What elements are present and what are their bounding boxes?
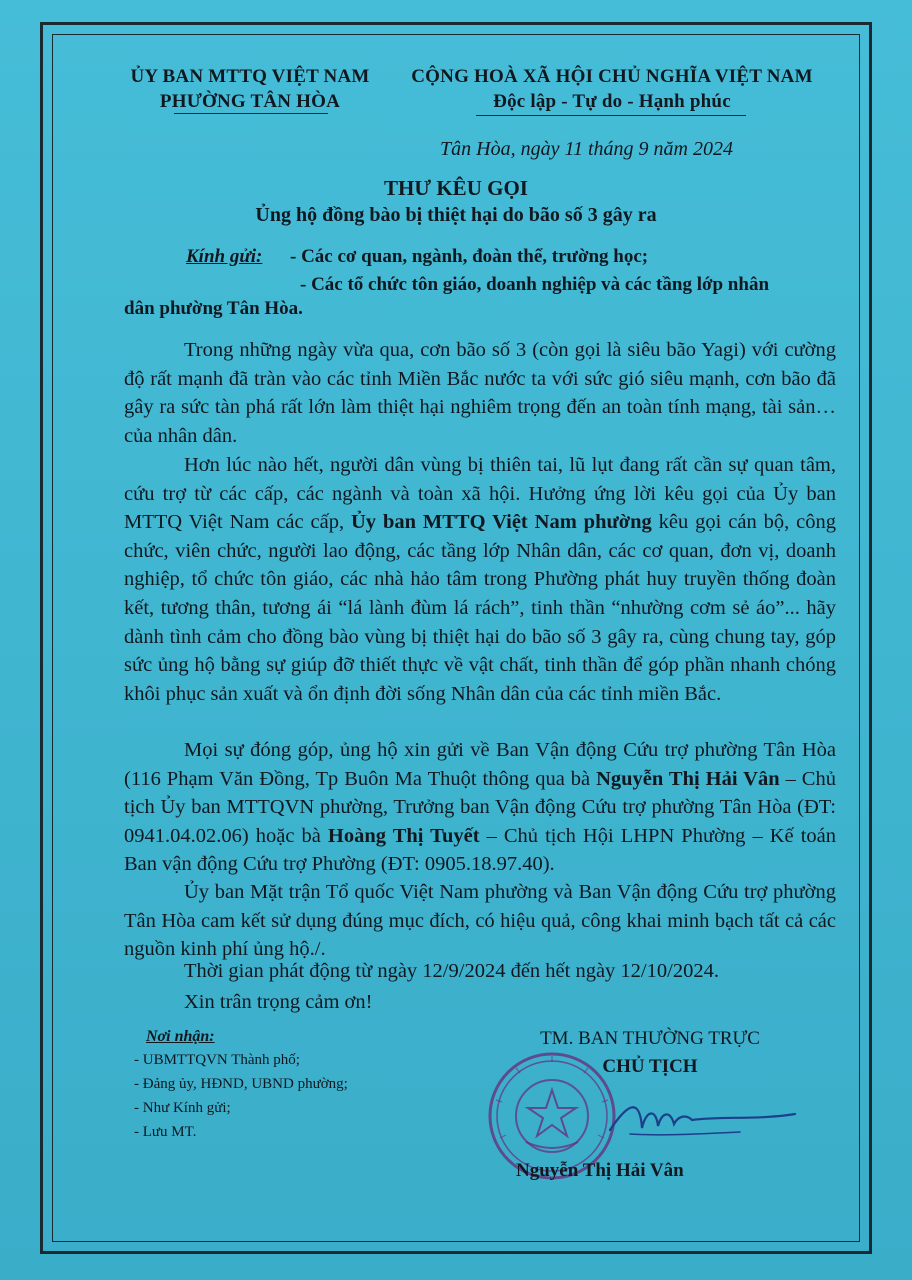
- paragraph-1: Trong những ngày vừa qua, cơn bão số 3 (còn gọi là siêu bão Yagi) với cường độ rất mạnh đã tràn vào các tỉnh Miền Bắc nước ta với sức gió siêu mạnh, cơn bão đã gây ra sức tàn phá rất lớn làm thiệt hại nghiêm trọng đến an toàn tính mạng, tài sản… của nhân dân.: [124, 339, 836, 447]
- issuer-underline: [174, 113, 328, 114]
- national-title: CỘNG HOÀ XÃ HỘI CHỦ NGHĨA VIỆT NAM: [411, 66, 813, 87]
- greeting-line-3: dân phường Tân Hòa.: [124, 298, 303, 319]
- paragraph-3-text-c: – Chủ tịch Hội LHPN Phường – Kế toán Ban vận động Cứu trợ Phường (ĐT: 0905.18.97.40).: [124, 824, 837, 876]
- paragraph-3-text-b: – Chủ tịch Ủy ban MTTQVN phường, Trưởng ban Vận động Cứu trợ phường Tân Hòa (ĐT: 0941.04.02.06) hoặc bà: [124, 767, 836, 847]
- recipients-title: Nơi nhận:: [146, 1028, 215, 1045]
- document-subtitle: Ủng hộ đồng bào bị thiệt hại do bão số 3 gây ra: [255, 204, 657, 226]
- recipient-item: - UBMTTQVN Thành phố;: [134, 1052, 300, 1068]
- recipient-item: - Như Kính gửi;: [134, 1100, 231, 1116]
- paragraph-3-bold-name-1: Nguyễn Thị Hải Vân: [596, 767, 780, 790]
- issuer-name: ỦY BAN MTTQ VIỆT NAM: [130, 66, 370, 87]
- greeting-line-2: - Các tổ chức tôn giáo, doanh nghiệp và các tầng lớp nhân: [300, 274, 770, 295]
- paragraph-2-text-b: kêu gọi cán bộ, công chức, viên chức, người lao động, các tầng lớp Nhân dân, các cơ quan, đơn vị, doanh nghiệp, tổ chức tôn giáo, các nhà hảo tâm trong Phường phát huy truyền thống đoàn kết, tương thân, tương ái “lá lành đùm lá rách”, tinh thần “nhường cơm sẻ áo”... hãy dành tình cảm cho đồng bào vùng bị thiệt hại do bão số 3 gây ra, cùng chung tay, góp sức ủng hộ bằng sự giúp đỡ thiết thực về vật chất, tinh thần để góp phần nhanh chóng khôi phục sản xuất và ổn định đời sống Nhân dân của các tỉnh miền Bắc.: [124, 511, 836, 705]
- motto-underline: [476, 115, 746, 116]
- paragraph-2-bold: Ủy ban MTTQ Việt Nam phường: [351, 511, 652, 534]
- paragraph-2-text-a: Hơn lúc nào hết, người dân vùng bị thiên tai, lũ lụt đang rất cần sự quan tâm, cứu trợ từ các cấp, các ngành và toàn xã hội. Hưởng ứng lời kêu gọi của Ủy ban MTTQ Việt Nam các cấp,: [124, 454, 836, 534]
- greeting-label: Kính gửi:: [186, 246, 263, 267]
- issuer-header: [100, 64, 400, 114]
- national-motto: Độc lập - Tự do - Hạnh phúc: [493, 91, 731, 112]
- recipient-item: - Đảng ủy, HĐND, UBND phường;: [134, 1076, 348, 1092]
- issuer-ward: PHƯỜNG TÂN HÒA: [159, 91, 341, 112]
- paragraph-3-text-a: Mọi sự đóng góp, ủng hộ xin gửi về Ban Vận động Cứu trợ phường Tân Hòa (116 Phạm Văn Đồng, Tp Buôn Ma Thuột thông qua bà: [124, 739, 836, 790]
- paragraph-2: [124, 451, 836, 708]
- document-title: THƯ KÊU GỌI: [384, 176, 528, 200]
- signer-name: Nguyễn Thị Hải Vân: [516, 1160, 684, 1181]
- paragraph-3-bold-name-2: Hoàng Thị Tuyết: [327, 824, 480, 847]
- recipient-item: - Lưu MT.: [134, 1124, 197, 1140]
- paragraph-4: Ủy ban Mặt trận Tổ quốc Việt Nam phường và Ban Vận động Cứu trợ phường Tân Hòa cam kết sử dụng đúng mục đích, có hiệu quả, công khai minh bạch tất cả các nguồn kinh phí ủng hộ./.: [124, 881, 836, 961]
- greeting-line-1: - Các cơ quan, ngành, đoàn thể, trường học;: [290, 246, 649, 267]
- national-header: [392, 64, 832, 114]
- paragraph-3: [124, 736, 836, 879]
- handwritten-signature-icon: [600, 1090, 800, 1150]
- signature-title: TM. BAN THƯỜNG TRỰC: [540, 1028, 760, 1049]
- signature-role: CHỦ TỊCH: [602, 1056, 698, 1077]
- paragraph-5: Thời gian phát động từ ngày 12/9/2024 đến hết ngày 12/10/2024.: [184, 960, 719, 982]
- paragraph-6: Xin trân trọng cảm ơn!: [184, 991, 373, 1013]
- document-date: Tân Hòa, ngày 11 tháng 9 năm 2024: [440, 138, 733, 160]
